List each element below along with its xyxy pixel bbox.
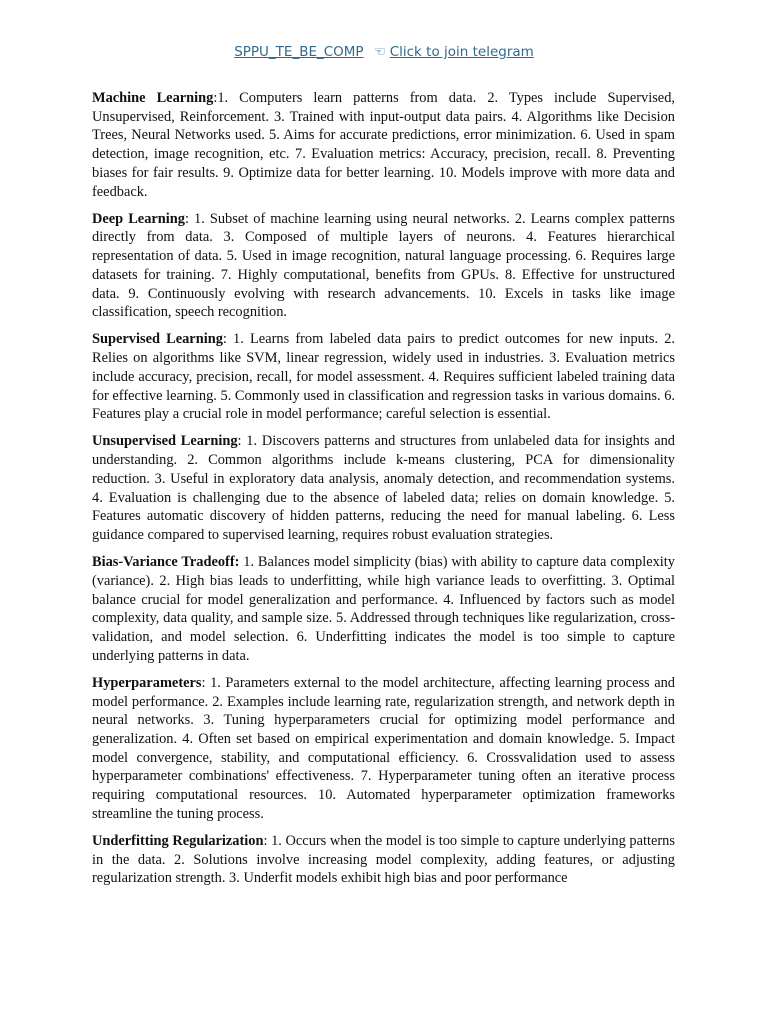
section-text: : 1. Discovers patterns and structures from unlabeled data for insights and understanding. 2. Common algorithms include k-means clustering, PCA for dimensionality reduction. 3. Useful in exploratory data analysis, anomaly detection, and recommendation systems. 4. Evaluation is challenging due to the absence of labeled data; relies on domain knowledge. 5. Features automatic discovery of hidden patterns, reducing the need for manual labeling. 6. Less guidance compared to supervised learning, requires robust evaluation strategies. [92, 433, 675, 543]
section-hyperparameters [92, 674, 675, 824]
telegram-join-link[interactable] [0, 44, 768, 60]
section-term: Hyperparameters [92, 674, 202, 691]
section-term: Machine Learning [92, 90, 214, 106]
section-term: Deep Learning [92, 210, 185, 227]
channel-name[interactable]: SPPU_TE_BE_COMP [234, 44, 364, 60]
section-bias-variance-tradeoff [92, 553, 675, 665]
section-text: : 1. Learns from labeled data pairs to predict outcomes for new inputs. 2. Relies on algorithms like SVM, linear regression, widely used in industries. 3. Evaluation metrics include accuracy, precision, recall, for model assessment. 4. Requires sufficient labeled training data for effective learning. 5. Commonly used in classification and regression tasks in various domains. 6. Features play a crucial role in model performance; careful selection is essential. [92, 331, 675, 423]
section-term: Bias-Variance Tradeoff: [92, 554, 240, 571]
section-deep-learning [92, 210, 675, 322]
hand-pointing-icon: ☜ [373, 44, 386, 60]
section-text: 1. Balances model simplicity (bias) with ability to capture data complexity (variance). 2. High bias leads to underfitting, while high variance leads to overfitting. 3. Optimal balance crucial for model generalization and performance. 4. Influenced by factors such as model complexity, data quality, and sample size. 5. Addressed through techniques like regularization, cross-validation, and model selection. 6. Underfitting indicates the model is too simple to capture underlying patterns in data. [92, 554, 675, 664]
section-text: : 1. Parameters external to the model architecture, affecting learning process and model performance. 2. Examples include learning rate, regularization strength, and network depth in neural networks. 3. Tuning hyperparameters crucial for optimizing model performance and generalization. 4. Often set based on empirical experimentation and domain knowledge. 5. Impact model convergence, stability, and computational efficiency. 6. Crossvalidation used to assess hyperparameter combinations' effectiveness. 7. Hyperparameter tuning often an iterative process requiring computational resources. 10. Automated hyperparameter optimization frameworks streamline the tuning process. [92, 674, 675, 822]
section-machine-learning [92, 89, 675, 201]
section-supervised-learning [92, 330, 675, 424]
section-text: : 1. Subset of machine learning using neural networks. 2. Learns complex patterns directly from data. 3. Composed of multiple layers of neurons. 4. Features hierarchical representation of data. 5. Used in image recognition, natural language processing. 6. Requires large datasets for training. 7. Highly computational, benefits from GPUs. 8. Effective for unstructured data. 9. Continuously evolving with research advancements. 10. Excels in tasks like image classification, speech recognition. [92, 210, 675, 321]
join-telegram-text[interactable]: Click to join telegram [389, 44, 534, 60]
section-term: Underfitting Regularization [92, 833, 264, 850]
section-text: :1. Computers learn patterns from data. 2. Types include Supervised, Unsupervised, Reinforcement. 3. Trained with input-output data pairs. 4. Algorithms like Decision Trees, Neural Networks used. 5. Aims for accurate predictions, error minimization. 6. Used in spam detection, image recognition, etc. 7. Evaluation metrics: Accuracy, precision, recall. 8. Preventing biases for fair results. 9. Optimize data for better learning. 10. Models improve with more data and feedback. [92, 90, 675, 200]
section-text: : 1. Occurs when the model is too simple to capture underlying patterns in the data. 2. Solutions involve increasing model complexity, adding features, or adjusting regularization strength. 3. Underfit models exhibit high bias and poor performance [92, 833, 675, 887]
section-underfitting-regularization [92, 832, 675, 888]
section-unsupervised-learning [92, 432, 675, 544]
section-term: Supervised Learning [92, 331, 223, 348]
document-body [92, 89, 675, 897]
section-term: Unsupervised Learning [92, 433, 238, 450]
